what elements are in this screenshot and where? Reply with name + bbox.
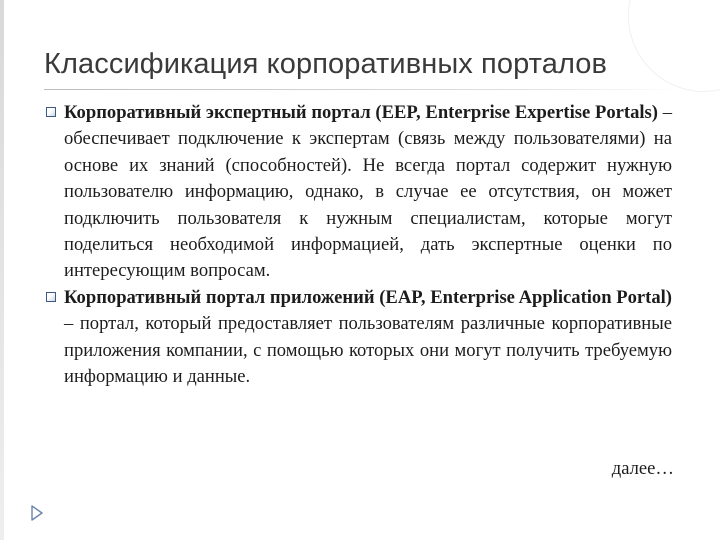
list-item-body: – портал, который предоставляет пользователям различные корпоративные приложения компании, с помощью которых они могут получить требуемую информацию и данные. <box>64 313 672 388</box>
list-item-lead: Корпоративный портал приложений (EAP, Enterprise Application Portal) <box>64 286 672 308</box>
list-item <box>44 100 672 285</box>
list-item <box>44 285 672 391</box>
list-item-text <box>64 100 672 285</box>
square-bullet-icon <box>46 107 56 117</box>
list-item-text <box>64 285 672 391</box>
title-underline <box>44 89 680 90</box>
square-bullet-icon <box>46 292 56 302</box>
list-item-lead: Корпоративный экспертный портал (EEP, Enterprise Expertise Portals) <box>64 102 658 123</box>
slide-title: Классификация корпоративных порталов <box>44 48 608 80</box>
next-link[interactable]: далее… <box>611 458 674 479</box>
bullet-list <box>44 100 672 390</box>
triangle-right-icon[interactable] <box>31 505 43 521</box>
list-item-body: – обеспечивает подключение к экспертам (связь между пользователями) на основе их знаний (способностей). Не всегда портал содержит нужную пользователю информацию, однако, в случае ее отсутствия, он может подключить пользователя к нужным специалистам, которые могут поделиться необходимой информацией, дать экспертные оценки по интересующим вопросам. <box>64 102 672 282</box>
left-edge-bar <box>0 0 4 540</box>
